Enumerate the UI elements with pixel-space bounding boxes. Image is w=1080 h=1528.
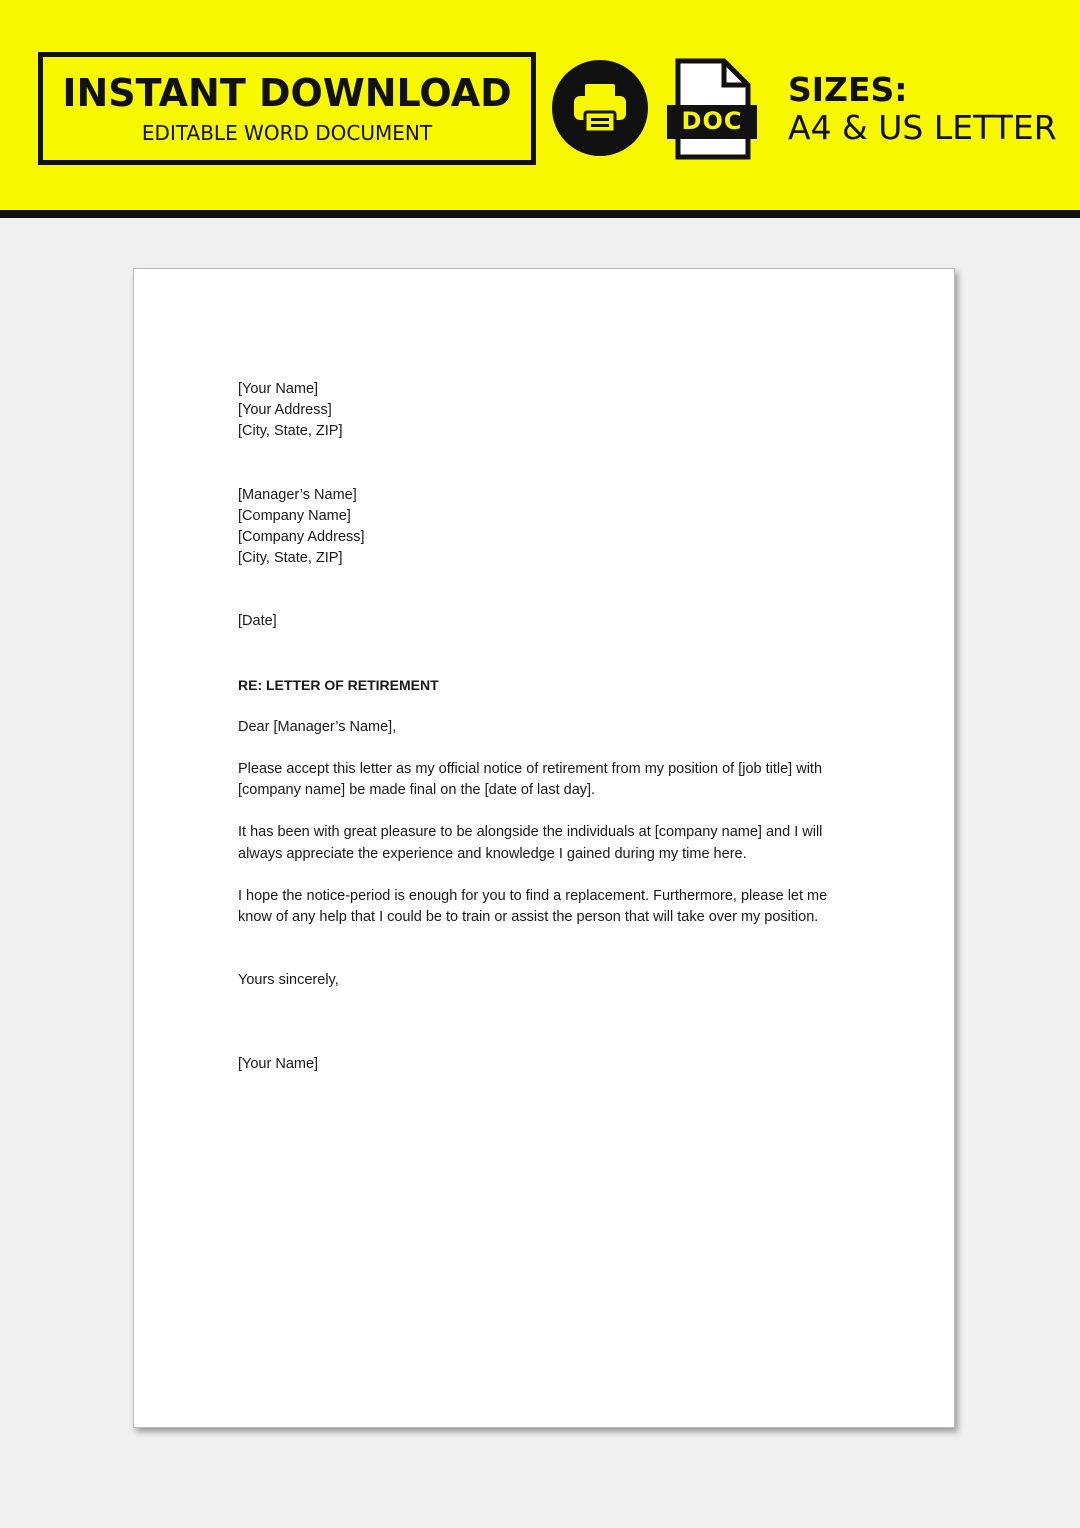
recipient-address	[238, 485, 858, 570]
banner-divider	[0, 210, 1080, 218]
sizes-value: A4 & US LETTER	[788, 108, 1057, 147]
sender-address	[238, 379, 858, 443]
paragraph-1: Please accept this letter as my official notice of retirement from my position of [job title] with [company name] be made final on the [date of last day].	[238, 761, 823, 799]
promo-banner	[0, 0, 1080, 210]
letter-subject: RE: LETTER OF RETIREMENT	[238, 676, 439, 693]
editable-word-subtitle: EDITABLE WORD DOCUMENT	[141, 121, 433, 145]
doc-file-icon	[664, 58, 760, 160]
sizes-title: SIZES:	[788, 70, 908, 109]
signature-name: [Your Name]	[238, 1056, 319, 1073]
letter-body	[238, 379, 858, 1076]
printer-icon	[552, 60, 648, 156]
closing: Yours sincerely,	[238, 972, 339, 989]
sender-name: [Your Name]	[238, 381, 319, 397]
sender-city: [City, State, ZIP]	[238, 423, 343, 440]
doc-label: DOC	[681, 107, 743, 135]
recipient-company: [Company Name]	[238, 507, 351, 524]
instant-download-box	[38, 52, 536, 165]
paragraph-2: It has been with great pleasure to be alongside the individuals at [company name] and I will always appreciate the experience and knowledge I gained during my time here.	[238, 824, 823, 862]
salutation: Dear [Manager’s Name],	[238, 718, 397, 735]
paragraph-3: I hope the notice-period is enough for you to find a replacement. Furthermore, please let me know of any help that I could be to train or assist the person that will take over my position.	[238, 887, 828, 926]
letter-page	[133, 268, 955, 1428]
recipient-name: [Manager’s Name]	[238, 486, 357, 503]
recipient-street: [Company Address]	[238, 529, 365, 546]
instant-download-title: INSTANT DOWNLOAD	[62, 71, 512, 115]
letter-date: [Date]	[238, 613, 277, 630]
recipient-city: [City, State, ZIP]	[238, 550, 343, 567]
sender-street: [Your Address]	[238, 402, 332, 419]
